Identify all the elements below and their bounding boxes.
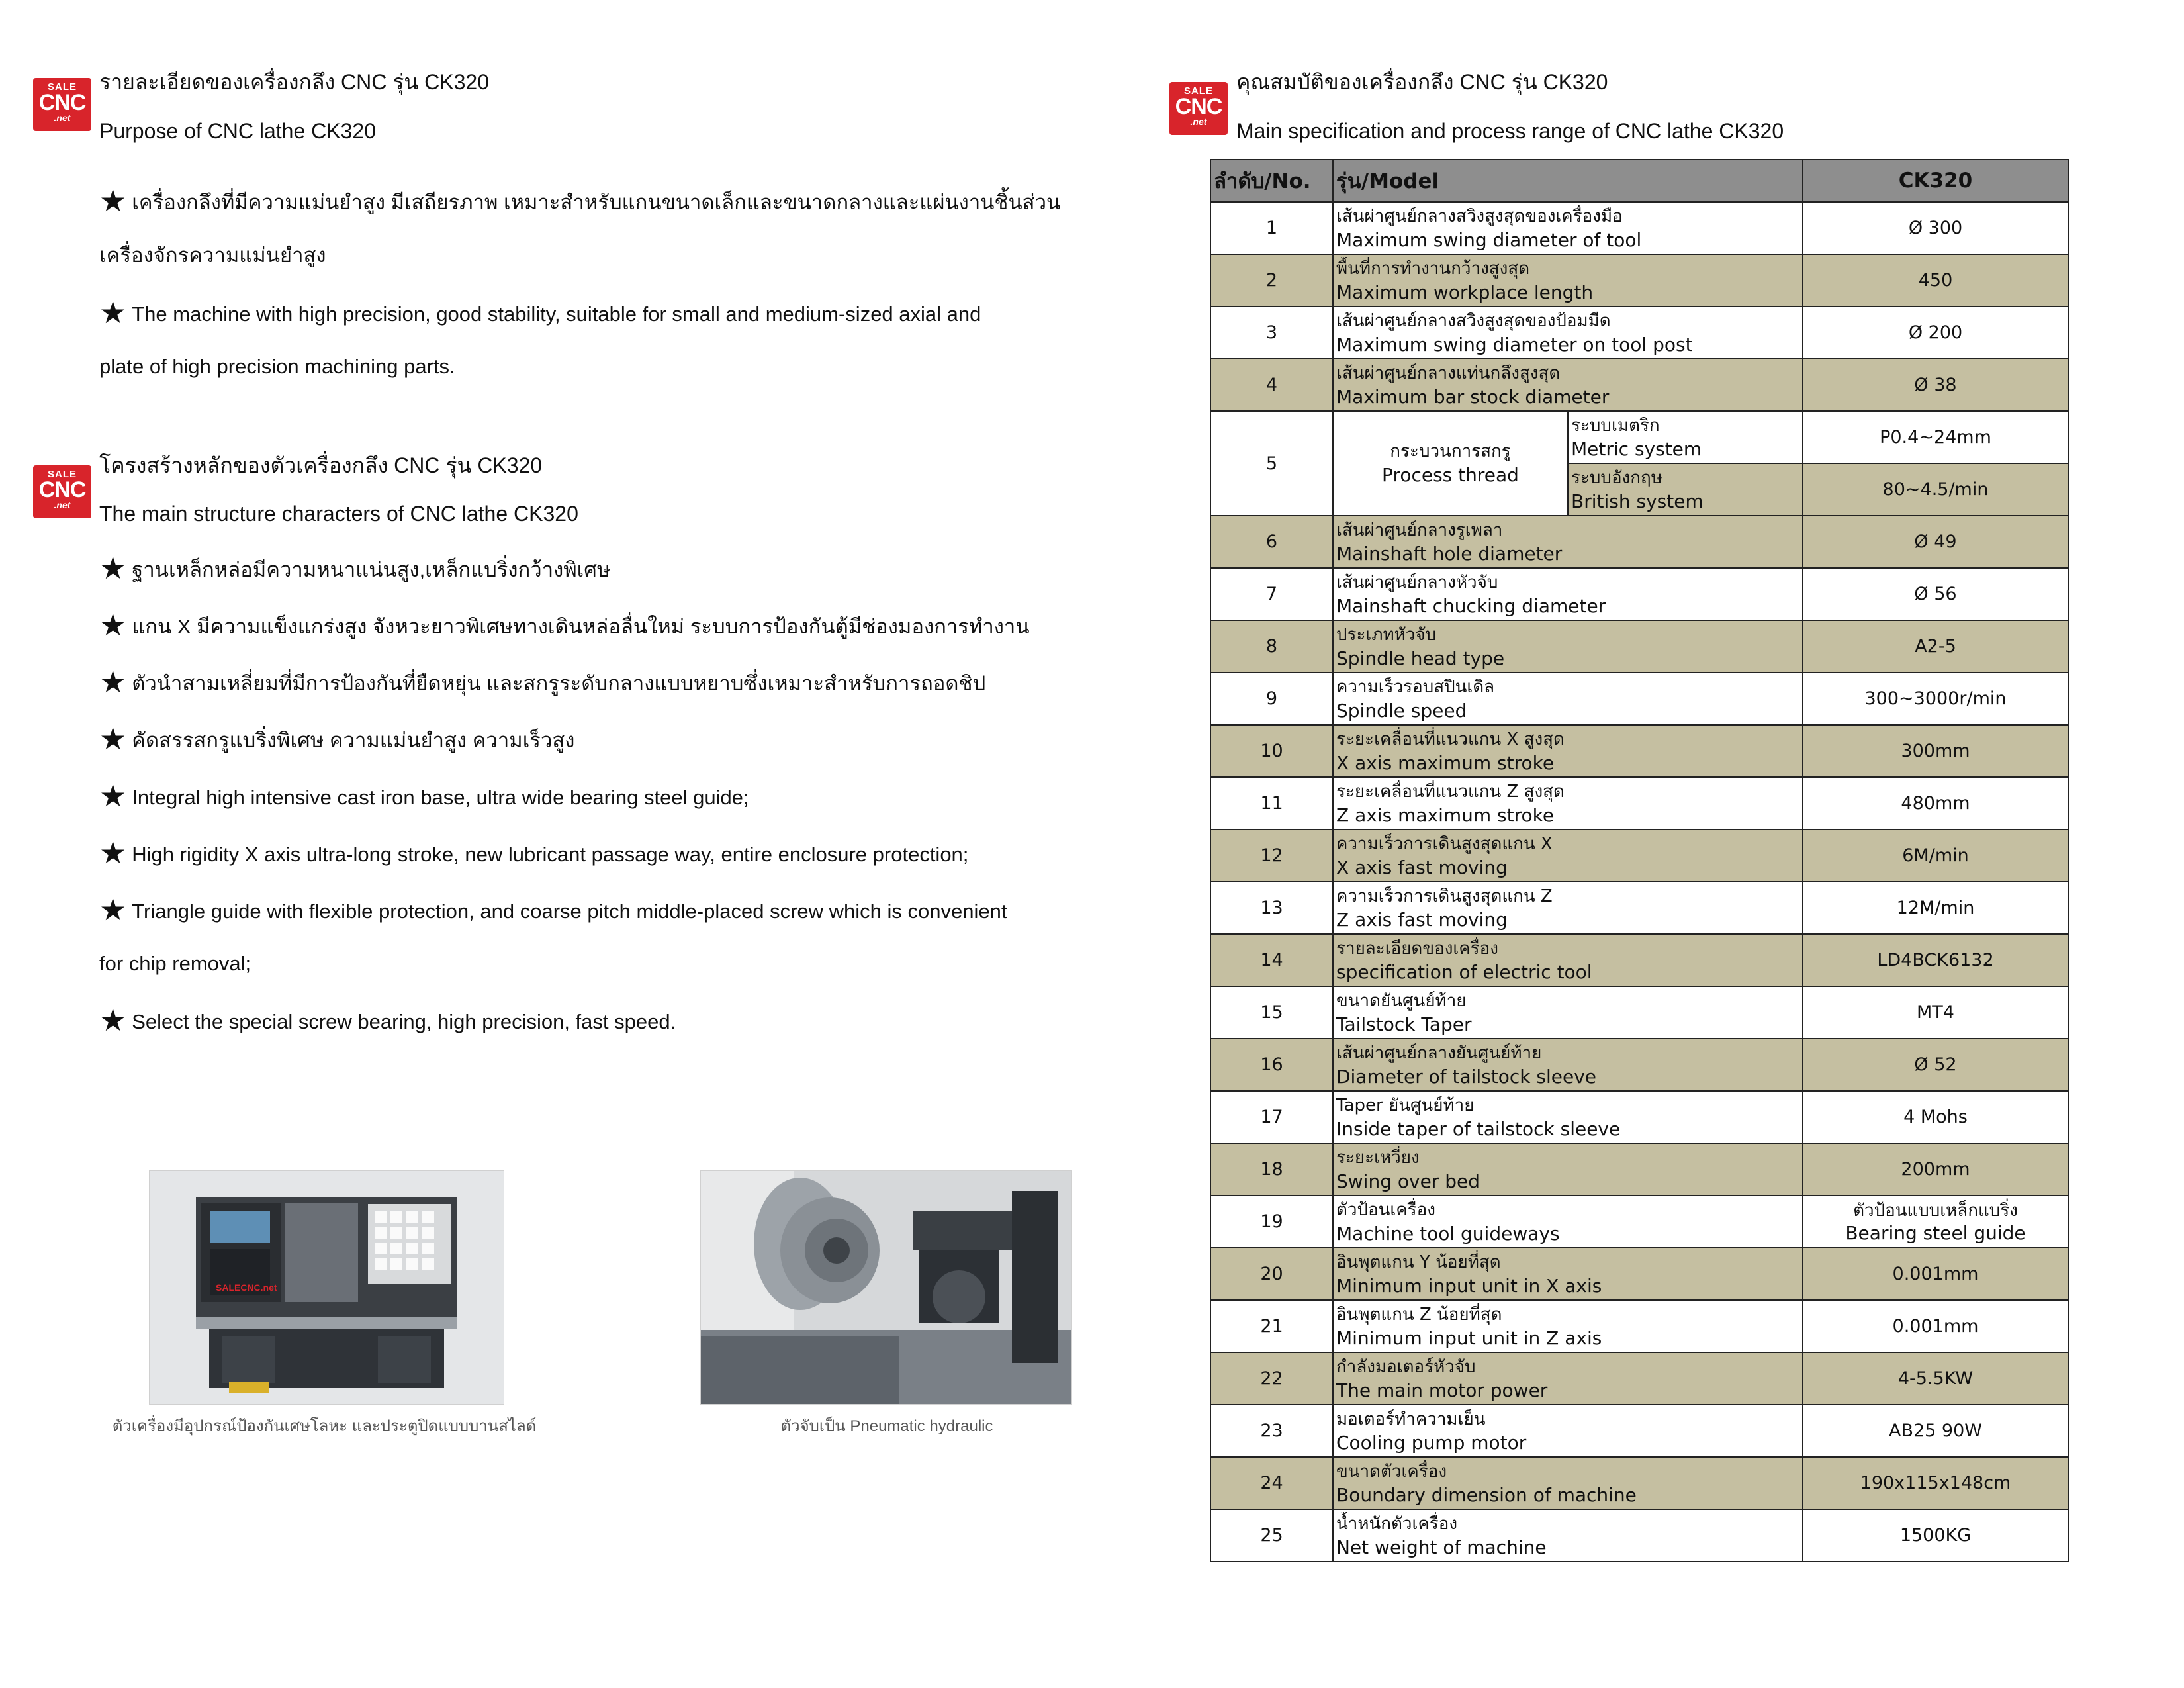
row-value: 300~3000r/min (1803, 673, 2068, 725)
row-number: 2 (1210, 254, 1333, 306)
table-row (1210, 306, 2068, 359)
row-name-th: มอเตอร์ทำความเย็น (1336, 1409, 1486, 1429)
row-value: Ø 56 (1803, 568, 2068, 620)
row-name (1333, 673, 1803, 725)
row-name-th: เส้นผ่าศูนย์กลางหัวจับ (1336, 572, 1498, 592)
table-row (1210, 1091, 2068, 1143)
star-icon: ★ (99, 778, 127, 813)
bullet-text: The machine with high precision, good stability, suitable for small and medium-sized axial and (132, 303, 981, 326)
row-name-th: อินพุตแกน Z น้อยที่สุด (1336, 1304, 1502, 1325)
logo-line3: .net (54, 113, 71, 123)
row-number: 13 (1210, 882, 1333, 934)
table-row (1210, 1039, 2068, 1091)
table-row (1210, 1196, 2068, 1248)
row-name-th: ความเร็วรอบสปินเดิล (1336, 677, 1495, 697)
cnc-lathe-machine-icon (150, 1171, 504, 1404)
row-value: 300mm (1803, 725, 2068, 777)
row-name (1333, 829, 1803, 882)
sub-name (1568, 463, 1803, 516)
bullet-item (99, 1003, 1118, 1037)
row-name-en: Spindle head type (1336, 647, 1505, 669)
row-name (1333, 411, 1568, 516)
table-row (1210, 1143, 2068, 1196)
row-name-en: Maximum swing diameter on tool post (1336, 333, 1693, 355)
row-name (1333, 1091, 1803, 1143)
row-value (1803, 1196, 2068, 1248)
logo-line3: .net (54, 500, 71, 510)
logo-line2: CNC (1175, 94, 1222, 119)
row-name (1333, 777, 1803, 829)
bullet-text: High rigidity X axis ultra-long stroke, new lubricant passage way, entire enclosure protection; (132, 843, 969, 866)
row-value: AB25 90W (1803, 1405, 2068, 1457)
star-icon: ★ (99, 183, 127, 218)
photo2-caption: ตัวจับเป็น Pneumatic hydraulic (780, 1417, 993, 1435)
bullet-item (99, 551, 1118, 585)
logo-line1: SALE (47, 469, 77, 480)
sub-name-en: British system (1571, 490, 1704, 512)
bullet-text: แกน X มีความแข็งแกร่งสูง จังหวะยาวพิเศษทางเดินหล่อลื่นใหม่ ระบบการป้องกันตู้มีช่องมองการทำงาน (132, 615, 1030, 638)
star-icon: ★ (99, 551, 127, 585)
row-name-en: Mainshaft chucking diameter (1336, 594, 1606, 617)
spec-table-body (1210, 202, 2068, 1562)
row-value: P0.4~24mm (1803, 411, 2068, 463)
logo-line1: SALE (47, 81, 77, 93)
row-name-en: Mainshaft hole diameter (1336, 542, 1563, 565)
row-number: 17 (1210, 1091, 1333, 1143)
row-name (1333, 882, 1803, 934)
table-row (1210, 516, 2068, 568)
row-value: 200mm (1803, 1143, 2068, 1196)
table-row (1210, 1405, 2068, 1457)
logo-line2: CNC (38, 90, 86, 115)
row-value: 4 Mohs (1803, 1091, 2068, 1143)
row-number: 12 (1210, 829, 1333, 882)
section2-title-en: The main structure characters of CNC lathe CK320 (99, 502, 578, 526)
row-number: 3 (1210, 306, 1333, 359)
row-name-th: เส้นผ่าศูนย์กลางแท่นกลึงสูงสุด (1336, 363, 1561, 383)
machine-brand-label: SALECNC.net (216, 1282, 277, 1293)
logo-line2: CNC (38, 477, 86, 502)
row-value: 6M/min (1803, 829, 2068, 882)
row-name-en: Maximum swing diameter of tool (1336, 228, 1642, 251)
row-number: 6 (1210, 516, 1333, 568)
row-name-th: ขนาดยันศูนย์ท้าย (1336, 990, 1467, 1011)
row-name-en: specification of electric tool (1336, 961, 1592, 983)
star-icon: ★ (99, 1003, 127, 1037)
row-value: 80~4.5/min (1803, 463, 2068, 516)
bullet-text: คัดสรรสกรูแบริ่งพิเศษ ความแม่นยำสูง ความเร็วสูง (132, 729, 575, 752)
section1-title-en: Purpose of CNC lathe CK320 (99, 119, 376, 143)
table-row (1210, 986, 2068, 1039)
row-name (1333, 1143, 1803, 1196)
row-name (1333, 725, 1803, 777)
row-name-en: Spindle speed (1336, 699, 1467, 722)
table-row (1210, 882, 2068, 934)
row-name-th: พื้นที่การทำงานกว้างสูงสุด (1336, 258, 1530, 279)
logo-line3: .net (1190, 117, 1207, 127)
row-name-en: Maximum workplace length (1336, 281, 1594, 303)
row-name-th: ประเภทหัวจับ (1336, 624, 1437, 645)
row-name-en: Minimum input unit in X axis (1336, 1274, 1602, 1297)
row-name (1333, 934, 1803, 986)
row-number: 9 (1210, 673, 1333, 725)
table-row (1210, 568, 2068, 620)
header-value: CK320 (1803, 160, 2068, 202)
row-name-en: X axis fast moving (1336, 856, 1508, 878)
row-name (1333, 1300, 1803, 1352)
star-icon: ★ (99, 892, 127, 927)
bullet-item (99, 892, 1118, 927)
row-number: 4 (1210, 359, 1333, 411)
row-number: 5 (1210, 411, 1333, 516)
row-number: 14 (1210, 934, 1333, 986)
row-name (1333, 359, 1803, 411)
table-row (1210, 411, 2068, 463)
row-name-en: Z axis fast moving (1336, 908, 1508, 931)
row-value: Ø 200 (1803, 306, 2068, 359)
table-row (1210, 1248, 2068, 1300)
salecnc-logo (33, 465, 91, 518)
row-name-en: Diameter of tailstock sleeve (1336, 1065, 1597, 1088)
row-name (1333, 1196, 1803, 1248)
row-name (1333, 1039, 1803, 1091)
bullet-item (99, 608, 1118, 642)
row-name (1333, 1248, 1803, 1300)
spec-table (1210, 159, 2069, 1562)
row-number: 22 (1210, 1352, 1333, 1405)
row-number: 8 (1210, 620, 1333, 673)
row-name (1333, 1405, 1803, 1457)
section2-title-th: โครงสร้างหลักของตัวเครื่องกลึง CNC รุ่น CK320 (99, 453, 543, 477)
table-row (1210, 1509, 2068, 1562)
row-name-en: Cooling pump motor (1336, 1431, 1527, 1454)
row-name-en: Inside taper of tailstock sleeve (1336, 1117, 1621, 1140)
machine-photo (149, 1170, 504, 1405)
row-name (1333, 254, 1803, 306)
sub-name (1568, 411, 1803, 463)
table-row (1210, 1457, 2068, 1509)
row-value: MT4 (1803, 986, 2068, 1039)
salecnc-logo (1169, 82, 1228, 135)
row-value-en: Bearing steel guide (1845, 1221, 2026, 1244)
row-number: 23 (1210, 1405, 1333, 1457)
row-number: 25 (1210, 1509, 1333, 1562)
table-row (1210, 254, 2068, 306)
table-row (1210, 1352, 2068, 1405)
row-number: 21 (1210, 1300, 1333, 1352)
logo-line1: SALE (1183, 85, 1213, 97)
row-name (1333, 1352, 1803, 1405)
row-name-th: เส้นผ่าศูนย์กลางรูเพลา (1336, 520, 1503, 540)
row-name-en: Process thread (1382, 464, 1519, 486)
row-value: Ø 300 (1803, 202, 2068, 254)
row-number: 11 (1210, 777, 1333, 829)
bullet-continuation: เครื่องจักรความแม่นยำสูง (99, 244, 326, 267)
row-name (1333, 1457, 1803, 1509)
row-name-th: เส้นผ่าศูนย์กลางสวิงสูงสุดของเครื่องมือ (1336, 206, 1623, 226)
row-name-th: น้ำหนักตัวเครื่อง (1336, 1513, 1458, 1534)
row-name-th: รายละเอียดของเครื่อง (1336, 938, 1498, 959)
table-row (1210, 725, 2068, 777)
header-no: ลำดับ/No. (1210, 160, 1333, 202)
section1-title-th: รายละเอียดของเครื่องกลึง CNC รุ่น CK320 (99, 70, 489, 94)
row-value: 1500KG (1803, 1509, 2068, 1562)
row-value: LD4BCK6132 (1803, 934, 2068, 986)
bullet-text: เครื่องกลึงที่มีความแม่นยำสูง มีเสถียรภาพ เหมาะสำหรับแกนขนาดเล็กและขนาดกลางและแผ่นงานชิ้นส่วน (132, 191, 1061, 214)
row-name-th: ขนาดตัวเครื่อง (1336, 1461, 1447, 1481)
table-row (1210, 359, 2068, 411)
photo1-caption: ตัวเครื่องมีอุปกรณ์ป้องกันเศษโลหะ และประตูปิดแบบบานสไลด์ (112, 1417, 537, 1435)
row-value: A2-5 (1803, 620, 2068, 673)
sub-name-th: ระบบเมตริก (1571, 415, 1660, 436)
row-value: 480mm (1803, 777, 2068, 829)
table-row (1210, 620, 2068, 673)
row-number: 1 (1210, 202, 1333, 254)
row-name-en: Tailstock Taper (1336, 1013, 1472, 1035)
row-name-th: ระยะเคลื่อนที่แนวแกน X สูงสุด (1336, 729, 1565, 749)
star-icon: ★ (99, 835, 127, 870)
row-name-en: Net weight of machine (1336, 1536, 1547, 1558)
row-number: 20 (1210, 1248, 1333, 1300)
sub-name-en: Metric system (1571, 438, 1702, 460)
row-name (1333, 620, 1803, 673)
table-row (1210, 934, 2068, 986)
row-value-th: ตัวป้อนแบบเหล็กแบริ่ง (1853, 1200, 2018, 1221)
row-value: Ø 38 (1803, 359, 2068, 411)
bullet-text: ฐานเหล็กหล่อมีความหนาแน่นสูง,เหล็กแบริ่งกว้างพิเศษ (132, 558, 611, 581)
row-name-en: Machine tool guideways (1336, 1222, 1560, 1244)
row-name (1333, 516, 1803, 568)
row-value: 190x115x148cm (1803, 1457, 2068, 1509)
row-name-en: The main motor power (1336, 1379, 1548, 1401)
table-row (1210, 673, 2068, 725)
row-name (1333, 986, 1803, 1039)
pneumatic-chuck-icon (701, 1171, 1071, 1404)
table-row (1210, 829, 2068, 882)
row-name-en: X axis maximum stroke (1336, 751, 1555, 774)
star-icon: ★ (99, 722, 127, 756)
row-value: 0.001mm (1803, 1300, 2068, 1352)
row-name-en: Minimum input unit in Z axis (1336, 1327, 1602, 1349)
row-name-en: Z axis maximum stroke (1336, 804, 1555, 826)
star-icon: ★ (99, 608, 127, 642)
table-row (1210, 777, 2068, 829)
row-name-th: กำลังมอเตอร์หัวจับ (1336, 1356, 1476, 1377)
row-value: Ø 52 (1803, 1039, 2068, 1091)
bullet-text: Integral high intensive cast iron base, ultra wide bearing steel guide; (132, 786, 749, 809)
row-number: 16 (1210, 1039, 1333, 1091)
row-name-th: เส้นผ่าศูนย์กลางสวิงสูงสุดของป้อมมีด (1336, 310, 1611, 331)
row-value: 4-5.5KW (1803, 1352, 2068, 1405)
row-number: 18 (1210, 1143, 1333, 1196)
row-name-en: Boundary dimension of machine (1336, 1483, 1637, 1506)
row-number: 7 (1210, 568, 1333, 620)
salecnc-logo (33, 78, 91, 131)
row-value: 450 (1803, 254, 2068, 306)
row-name (1333, 1509, 1803, 1562)
row-number: 15 (1210, 986, 1333, 1039)
star-icon: ★ (99, 295, 127, 330)
row-name-th: ระยะเหวี่ยง (1336, 1147, 1420, 1168)
row-name-th: อินพุตแกน Y น้อยที่สุด (1336, 1252, 1501, 1272)
chuck-photo (700, 1170, 1072, 1405)
row-name (1333, 568, 1803, 620)
bullet-item (99, 295, 1118, 330)
table-row (1210, 202, 2068, 254)
bullet-text: ตัวนำสามเหลี่ยมที่มีการป้องกันที่ยืดหยุ่น และสกรูระดับกลางแบบหยาบซึ่งเหมาะสำหรับการถอดชิป (132, 672, 986, 695)
row-name-th: ตัวป้อนเครื่อง (1336, 1199, 1435, 1220)
header-model: รุ่น/Model (1333, 160, 1803, 202)
sub-name-th: ระบบอังกฤษ (1571, 467, 1662, 488)
star-icon: ★ (99, 665, 127, 699)
spec-title-en: Main specification and process range of CNC lathe CK320 (1236, 119, 1784, 143)
row-name-th: กระบวนการสกรู (1390, 442, 1511, 461)
bullet-item (99, 722, 1118, 756)
table-row (1210, 1300, 2068, 1352)
bullet-continuation: for chip removal; (99, 952, 251, 975)
bullet-continuation: plate of high precision machining parts. (99, 355, 455, 378)
row-number: 10 (1210, 725, 1333, 777)
row-value: 12M/min (1803, 882, 2068, 934)
row-number: 24 (1210, 1457, 1333, 1509)
row-name-th: ระยะเคลื่อนที่แนวแกน Z สูงสุด (1336, 781, 1565, 802)
row-number: 19 (1210, 1196, 1333, 1248)
row-name (1333, 202, 1803, 254)
row-name-th: ความเร็วการเดินสูงสุดแกน Z (1336, 886, 1553, 906)
bullet-item (99, 183, 1118, 218)
row-name-th: Taper ยันศูนย์ท้าย (1336, 1095, 1475, 1115)
bullet-item (99, 778, 1118, 813)
bullet-text: Select the special screw bearing, high precision, fast speed. (132, 1010, 676, 1033)
table-header-row (1210, 160, 2068, 202)
row-value: 0.001mm (1803, 1248, 2068, 1300)
bullet-item (99, 835, 1118, 870)
row-name (1333, 306, 1803, 359)
bullet-text: Triangle guide with flexible protection, and coarse pitch middle-placed screw which is convenient (132, 900, 1007, 923)
row-name-th: เส้นผ่าศูนย์กลางยันศูนย์ท้าย (1336, 1043, 1542, 1063)
row-name-en: Swing over bed (1336, 1170, 1480, 1192)
row-name-en: Maximum bar stock diameter (1336, 385, 1610, 408)
bullet-item (99, 665, 1118, 699)
row-value: Ø 49 (1803, 516, 2068, 568)
spec-title-th: คุณสมบัติของเครื่องกลึง CNC รุ่น CK320 (1236, 70, 1608, 94)
row-name-th: ความเร็วการเดินสูงสุดแกน X (1336, 833, 1553, 854)
